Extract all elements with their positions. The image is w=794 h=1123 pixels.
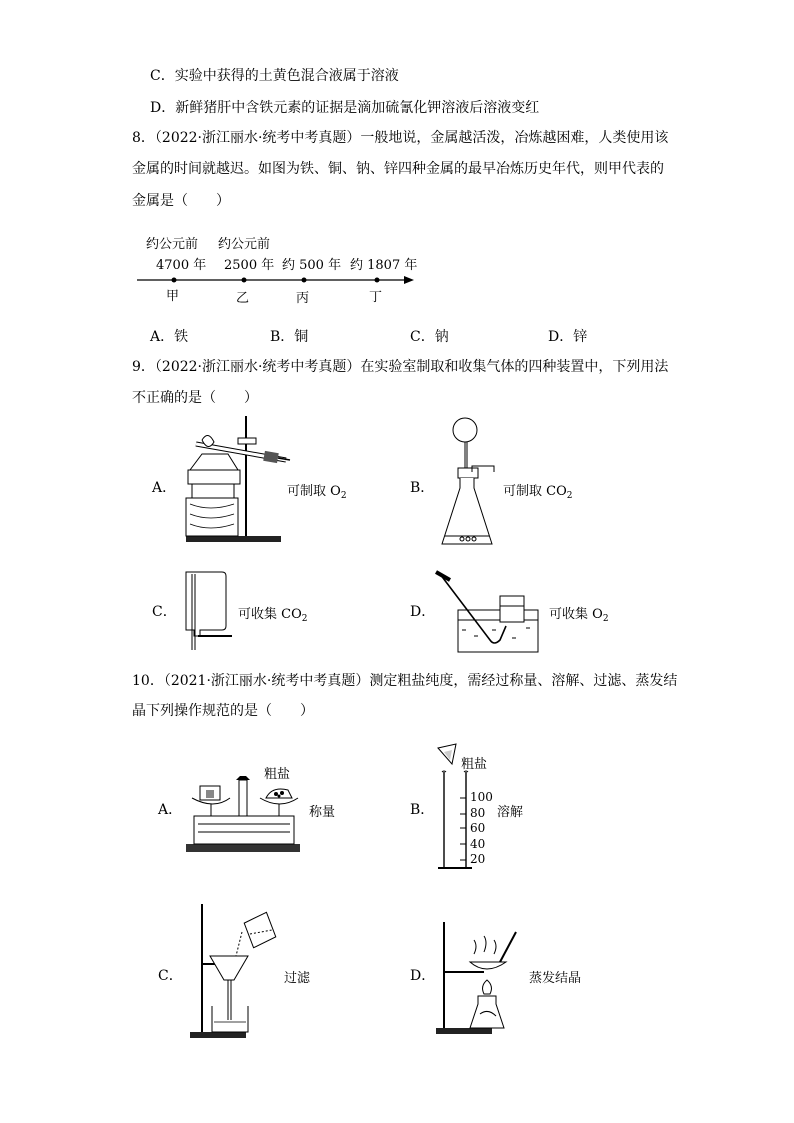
q9-c-caption-text: 可收集	[238, 607, 278, 622]
q10-a-top-label: 粗盐	[264, 767, 291, 782]
q8-stem-line-3: 金属是（ ）	[132, 193, 230, 209]
q9-d-caption-text: 可收集	[549, 607, 589, 622]
q8-stem-line-2: 金属的时间就越迟。如图为铁、铜、钠、锌四种金属的最早冶炼历史年代，则甲代表的	[132, 161, 664, 177]
evaporation-setup	[430, 918, 540, 1038]
cylinder-scale-20: 20	[470, 852, 486, 866]
timeline-label-1: 甲	[166, 289, 180, 304]
q9-b-letter: B．	[410, 480, 435, 496]
q8-option-a: A．铁	[150, 329, 189, 345]
q9-c-caption	[238, 603, 308, 624]
cylinder-scale-100: 100	[470, 790, 493, 804]
q9-stem-line-2: 不正确的是（ ）	[132, 390, 258, 406]
q10-a-letter: A．	[158, 802, 183, 818]
q10-d-letter: D．	[410, 968, 436, 984]
q9-b-subscript: 2	[566, 491, 573, 501]
q9-d-formula: O	[592, 607, 603, 622]
inverted-bottle-collection	[180, 570, 240, 660]
q9-stem-line-1: 9．（2022·浙江丽水·统考中考真题）在实验室制取和收集气体的四种装置中，下列用法	[132, 359, 669, 375]
q7-option-c: C．实验中获得的土黄色混合液属于溶液	[150, 68, 399, 84]
timeline-top-2: 约公元前	[218, 237, 271, 252]
q9-a-caption	[287, 480, 347, 501]
water-displacement-collection	[432, 566, 542, 656]
q9-d-letter: D．	[410, 604, 436, 620]
q8-option-c: C．钠	[410, 329, 449, 345]
q8-option-d: D．锌	[548, 329, 588, 345]
q10-c-caption: 过滤	[284, 971, 311, 986]
q9-c-formula: CO	[281, 607, 302, 622]
timeline-axis	[0, 268, 794, 308]
q10-stem-line-2: 晶下列操作规范的是（ ）	[132, 703, 314, 719]
q9-a-letter: A．	[152, 480, 177, 496]
q8-option-b: B．铜	[270, 329, 309, 345]
q9-a-caption-text: 可制取	[287, 484, 327, 499]
timeline-label-3: 丙	[296, 291, 310, 306]
heating-test-tube-apparatus	[180, 412, 300, 552]
timeline-top-1: 约公元前	[146, 237, 199, 252]
q7-option-d: D．新鲜猪肝中含铁元素的证据是滴加硫氰化钾溶液后溶液变红	[150, 100, 540, 116]
q10-b-caption: 溶解	[497, 805, 524, 820]
q10-stem-line-1: 10．（2021·浙江丽水·统考中考真题）测定粗盐纯度，需经过称量、溶解、过滤、蒸发结	[132, 673, 678, 689]
timeline-year-3: 约 500 年	[282, 258, 342, 273]
timeline-label-4: 丁	[369, 290, 383, 305]
q9-b-formula: CO	[546, 484, 567, 499]
timeline-year-4: 约 1807 年	[350, 258, 418, 273]
q9-c-letter: C．	[152, 604, 177, 620]
timeline-year-1: 4700 年	[156, 258, 207, 273]
q8-stem-line-1: 8．（2022·浙江丽水·统考中考真题）一般地说，金属越活泼，冶炼越困难，人类使用该	[132, 130, 669, 146]
q10-b-letter: B．	[410, 802, 435, 818]
q10-c-letter: C．	[158, 968, 183, 984]
q9-b-caption-text: 可制取	[503, 484, 543, 499]
q9-a-subscript: 2	[340, 491, 347, 501]
q9-d-caption	[549, 603, 609, 624]
balance-scale	[184, 776, 314, 856]
timeline-label-2: 乙	[236, 291, 250, 306]
cylinder-scale	[470, 790, 493, 868]
q10-d-caption: 蒸发结晶	[529, 971, 582, 986]
cylinder-scale-60: 60	[470, 821, 486, 835]
timeline-year-2: 2500 年	[224, 258, 275, 273]
q9-d-subscript: 2	[602, 614, 609, 624]
q10-a-caption: 称量	[309, 805, 336, 820]
q9-b-caption	[503, 480, 573, 501]
q9-a-formula: O	[330, 484, 341, 499]
q10-b-top-label: 粗盐	[461, 757, 488, 772]
cylinder-scale-80: 80	[470, 805, 486, 820]
cylinder-scale-40: 40	[470, 836, 486, 851]
q9-c-subscript: 2	[301, 614, 308, 624]
